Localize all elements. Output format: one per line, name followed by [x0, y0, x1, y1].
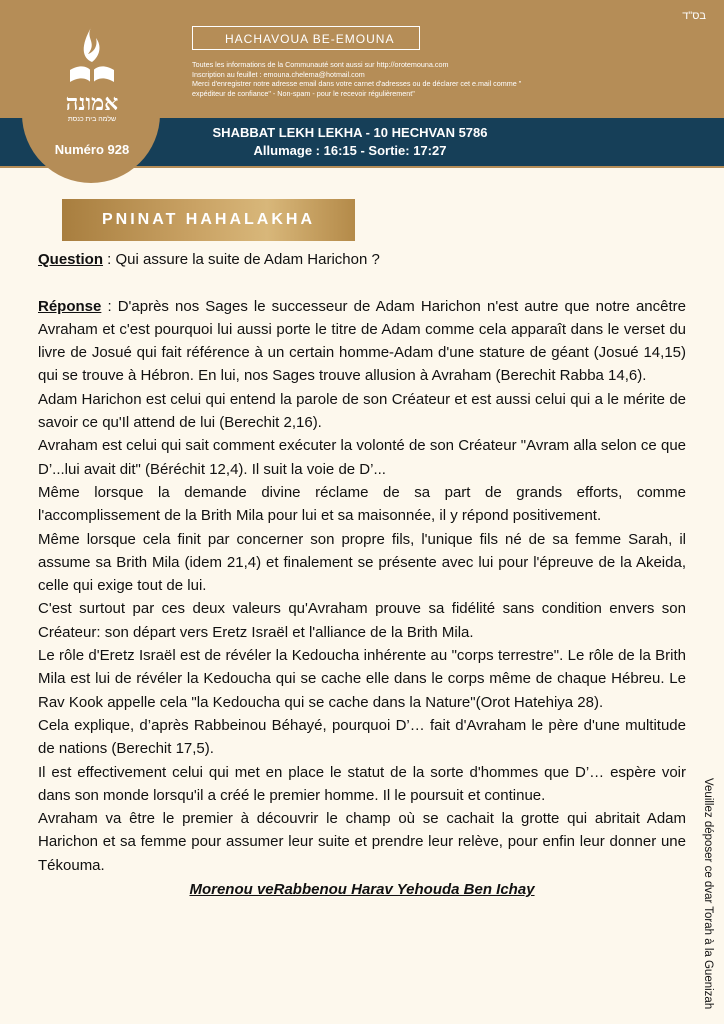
- question-text: : Qui assure la suite de Adam Harichon ?: [103, 251, 380, 268]
- body-paragraph: C'est surtout par ces deux valeurs qu'Avraham prouve sa fidélité sans condition envers son Créateur: son départ vers Eretz Israël et l'alliance de la Brith Mila.: [38, 600, 686, 641]
- body-paragraph: Adam Harichon est celui qui entend la parole de son Créateur et est aussi celui qui a le mérite de savoir ce qu'Il attend de lui (Berechit 2,16).: [38, 390, 686, 432]
- body-paragraph: Avraham est celui qui sait comment exécuter la volonté de son Créateur "Avram alla selon ce que D’...lui avait dit" (Béréchit 12,4). Il suit la voie de D’...: [38, 437, 686, 478]
- info-line: Inscription au feuillet : emouna.chelema@hotmail.com: [192, 69, 365, 79]
- issue-number: Numéro 928: [54, 142, 130, 157]
- body-paragraph: Cela explique, d’après Rabbeinou Béhayé, pourquoi D’… fait d'Avraham le père d'une multitude de nations (Berechit 17,5).: [38, 716, 686, 758]
- answer-paragraph: [38, 295, 686, 388]
- body-paragraph: Avraham va être le premier à découvrir le champ où se cachait la grotte qui abritait Adam Harichon et sa femme pour assumer leur suite et prendre leur relève, pour enfin leur donner une Tékouma.: [38, 810, 686, 874]
- info-line: Toutes les informations de la Communauté sont aussi sur http://orotemouna.com: [192, 60, 449, 69]
- parasha-date: SHABBAT LEKH LEKHA - 10 HECHVAN 5786: [212, 125, 488, 140]
- section-title-banner: PNINAT HAHALAKHA: [62, 199, 355, 241]
- answer-label: Réponse: [38, 297, 102, 315]
- body-paragraph: Même lorsque la demande divine réclame de sa part de grands efforts, comme l'accomplissement de la Brith Mila pour lui et sa maisonnée, il y répond positivement.: [38, 483, 686, 525]
- shabbat-info: [200, 124, 500, 160]
- community-info: [192, 60, 662, 98]
- bsd-mark: בס"ד: [682, 10, 706, 22]
- article-body: [38, 248, 686, 901]
- question-paragraph: [38, 248, 686, 271]
- answer-text: : D'après nos Sages le successeur de Adam Harichon n'est autre que notre ancêtre Avraham et c'est pourquoi lui aussi porte le titre de Adam comme cela apparaît dans le verset du livre de Josué qui fait référence à un certain homme-Adam d'une stature de géant (Josué 14,15) qui se trouve à Hébron. En lui, nos Sages trouve allusion à Avraham (Berechit Rabba 14,6).: [38, 297, 686, 385]
- info-line: Merci d'enregistrer notre adresse email dans votre carnet d'adresses ou de déclarer cet e.mail comme ": [192, 79, 522, 89]
- newsletter-title: HACHAVOUA BE-EMOUNA: [192, 26, 420, 50]
- author-signature: Morenou veRabbenou Harav Yehouda Ben Ichay: [189, 881, 535, 899]
- question-label: Question: [38, 251, 104, 268]
- shabbat-times: Allumage : 16:15 - Sortie: 17:27: [253, 143, 447, 158]
- info-line: expéditeur de confiance" - Non-spam - pour le recevoir régulièrement": [192, 88, 415, 98]
- body-paragraph: Le rôle d'Eretz Israël est de révéler la Kedoucha inhérente au "corps terrestre". Le rôle de la Brith Mila est lui de révéler la Kedoucha qui se cache elle dans le corps même de chaque Hébreu. Le Rav Kook appelle cela "la Kedoucha qui se cache dans la Nature"(Orot Hatehiya 28).: [38, 647, 686, 711]
- body-paragraph: Il est effectivement celui qui met en place le statut de la sorte d'hommes que D’… espère voir dans son monde lorsqu'il a créé le premier homme. Il le poursuit et continue.: [38, 763, 686, 804]
- torah-flame-logo-icon: [64, 24, 120, 94]
- logo-wordmark: אמונה: [65, 90, 119, 116]
- logo-subtitle: שלמה בית כנסת: [67, 116, 117, 123]
- body-paragraph: Même lorsque cela finit par concerner son propre fils, l'unique fils né de sa femme Sarah, il assume sa Brith Mila (idem 21,4) et finalement se présente avec lui pour l'épreuve de la Akeida, celle qui exige tout de lui.: [38, 530, 686, 595]
- guenizah-note: Veuillez déposer ce dvar Torah à la Guenizah: [702, 778, 714, 1010]
